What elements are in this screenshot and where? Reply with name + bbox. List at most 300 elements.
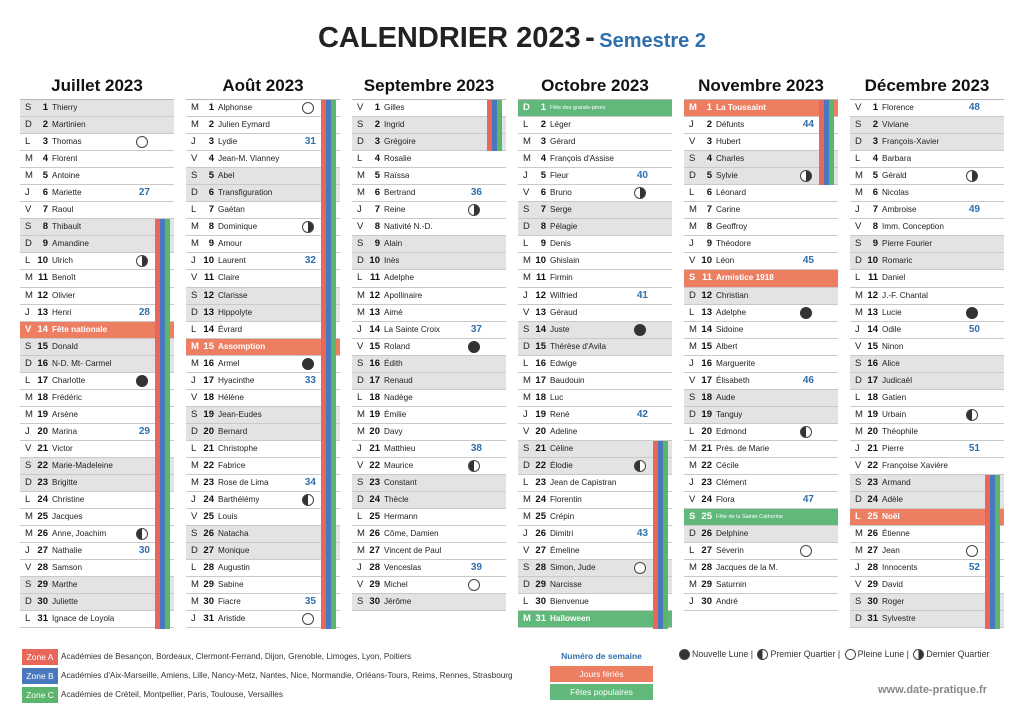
saint-name: Hermann xyxy=(384,512,418,522)
weekday-letter: S xyxy=(523,442,530,454)
weekday-letter: S xyxy=(855,238,862,250)
saint-name: Dominique xyxy=(218,222,258,232)
day-number: 22 xyxy=(535,459,546,471)
day-row xyxy=(850,475,1004,492)
weekday-letter: D xyxy=(523,102,530,113)
day-row xyxy=(20,168,174,185)
first-moon-icon xyxy=(634,460,646,472)
day-row xyxy=(186,526,340,543)
saint-name: Judicaël xyxy=(882,375,913,385)
weekday-letter: S xyxy=(357,596,364,608)
weekday-letter: M xyxy=(357,289,365,301)
weekday-letter: M xyxy=(357,545,365,557)
day-row xyxy=(684,509,838,526)
weekday-letter: M xyxy=(523,272,531,284)
day-number: 3 xyxy=(872,136,878,148)
weekday-letter: L xyxy=(855,272,861,284)
weekday-letter: S xyxy=(357,477,364,489)
day-number: 23 xyxy=(203,477,214,489)
day-number: 6 xyxy=(872,187,878,199)
weekday-letter: S xyxy=(25,221,32,233)
weekday-letter: M xyxy=(25,170,33,182)
weekday-letter: M xyxy=(25,289,33,301)
new-moon-label: Nouvelle Lune xyxy=(692,649,749,659)
day-row xyxy=(352,492,506,509)
day-number: 21 xyxy=(37,442,48,454)
saint-name: Séverin xyxy=(716,546,744,556)
day-number: 13 xyxy=(203,306,214,318)
saint-name: Élodie xyxy=(550,460,573,470)
weekday-letter: J xyxy=(689,357,694,369)
day-number: 20 xyxy=(203,425,214,437)
day-row xyxy=(850,424,1004,441)
day-number: 7 xyxy=(706,204,712,216)
new-moon-icon xyxy=(302,358,314,370)
saint-name: Delphine xyxy=(716,529,749,539)
saint-name: Florentin xyxy=(550,495,582,505)
week-number: 31 xyxy=(304,136,316,148)
site-url[interactable]: www.date-pratique.fr xyxy=(878,684,987,696)
day-row xyxy=(518,373,672,390)
day-row xyxy=(684,407,838,424)
day-row xyxy=(20,219,174,236)
day-number: 11 xyxy=(369,272,380,284)
day-row xyxy=(684,253,838,270)
full-moon-label: Pleine Lune xyxy=(857,649,905,659)
weekday-letter: M xyxy=(25,511,33,523)
day-number: 20 xyxy=(867,425,878,437)
weekday-letter: M xyxy=(523,255,531,267)
day-number: 23 xyxy=(867,477,878,489)
day-row xyxy=(352,543,506,560)
saint-name: Armand xyxy=(882,478,911,488)
weekday-letter: S xyxy=(25,102,32,113)
day-number: 4 xyxy=(374,153,380,165)
weekday-letter: L xyxy=(191,562,197,574)
day-row xyxy=(352,390,506,407)
day-row xyxy=(352,253,506,270)
day-row xyxy=(20,117,174,134)
saint-name: Nadège xyxy=(384,392,413,402)
weekday-letter: V xyxy=(357,579,364,591)
day-row xyxy=(186,253,340,270)
day-number: 9 xyxy=(872,238,878,250)
day-number: 12 xyxy=(535,289,546,301)
month-name: Août 2023 xyxy=(222,76,304,95)
weekday-letter: D xyxy=(357,136,364,148)
weekday-letter: D xyxy=(689,528,696,540)
saint-name: Daniel xyxy=(882,273,906,283)
day-row xyxy=(186,236,340,253)
first-moon-icon xyxy=(136,528,148,540)
week-number: 35 xyxy=(304,596,316,608)
day-row xyxy=(186,117,340,134)
last-moon-icon xyxy=(468,204,480,216)
month-column xyxy=(850,76,1004,628)
day-row xyxy=(518,322,672,339)
day-number: 21 xyxy=(203,442,214,454)
saint-name: Nativité N.-D. xyxy=(384,222,433,232)
day-number: 8 xyxy=(42,221,48,233)
day-number: 17 xyxy=(701,374,712,386)
day-row xyxy=(20,594,174,611)
full-moon-icon xyxy=(302,102,314,114)
saint-name: Christian xyxy=(716,290,749,300)
title-semester: Semestre 2 xyxy=(599,30,706,52)
day-number: 6 xyxy=(374,187,380,199)
saint-name: Mariette xyxy=(52,188,82,198)
weekday-letter: M xyxy=(191,579,199,591)
saint-name: Laurent xyxy=(218,256,246,266)
day-number: 14 xyxy=(203,323,214,335)
saint-name: Ninon xyxy=(882,341,904,351)
saint-name: Barbara xyxy=(882,154,912,164)
day-row xyxy=(850,288,1004,305)
saint-name: Amour xyxy=(218,239,243,249)
saint-name: Hélène xyxy=(218,392,244,402)
day-number: 30 xyxy=(37,596,48,608)
weekday-letter: L xyxy=(25,613,31,625)
day-number: 17 xyxy=(369,374,380,386)
day-row xyxy=(684,543,838,560)
saint-name: Nicolas xyxy=(882,188,909,198)
day-number: 18 xyxy=(535,391,546,403)
day-row xyxy=(850,134,1004,151)
weekday-letter: M xyxy=(523,511,531,523)
day-number: 20 xyxy=(535,425,546,437)
day-number: 19 xyxy=(369,408,380,420)
week-number: 38 xyxy=(470,442,482,454)
saint-name: Luc xyxy=(550,392,564,402)
day-row xyxy=(20,407,174,424)
weekday-letter: M xyxy=(357,187,365,199)
weekday-letter: V xyxy=(357,340,364,352)
last-moon-icon xyxy=(966,170,978,182)
weekday-letter: D xyxy=(191,306,198,318)
weekday-letter: V xyxy=(191,153,198,165)
day-row xyxy=(352,236,506,253)
weekday-letter: M xyxy=(25,153,33,165)
day-row xyxy=(518,458,672,475)
week-number: 48 xyxy=(968,102,980,113)
saint-name: André xyxy=(716,597,738,607)
day-number: 3 xyxy=(540,136,546,148)
weekday-letter: J xyxy=(191,374,196,386)
weekday-letter: V xyxy=(25,562,32,574)
day-number: 28 xyxy=(535,562,546,574)
weekday-letter: L xyxy=(191,442,197,454)
saint-name: Fabrice xyxy=(218,460,246,470)
day-number: 10 xyxy=(867,255,878,267)
saint-name: Edmond xyxy=(716,426,747,436)
day-number: 16 xyxy=(37,357,48,369)
weekday-letter: L xyxy=(855,511,861,523)
day-number: 22 xyxy=(369,459,380,471)
saint-name: Géraud xyxy=(550,307,578,317)
weekday-letter: L xyxy=(855,153,861,165)
day-number: 28 xyxy=(701,562,712,574)
weekday-letter: J xyxy=(357,442,362,454)
day-number: 31 xyxy=(203,613,214,625)
day-number: 16 xyxy=(369,357,380,369)
weekday-letter: S xyxy=(689,153,696,165)
saint-name: Thibault xyxy=(52,222,82,232)
zone-c-label: Zone C xyxy=(22,687,58,703)
weekday-letter: D xyxy=(855,374,862,386)
day-number: 28 xyxy=(867,562,878,574)
weekday-letter: M xyxy=(689,102,697,113)
day-number: 31 xyxy=(535,613,546,625)
day-number: 9 xyxy=(540,238,546,250)
day-row xyxy=(518,151,672,168)
weekday-letter: J xyxy=(191,255,196,267)
day-number: 17 xyxy=(203,374,214,386)
day-number: 25 xyxy=(867,511,878,523)
weekday-letter: S xyxy=(855,357,862,369)
weekday-letter: L xyxy=(25,494,31,506)
saint-name: Aude xyxy=(716,392,736,402)
saint-name: René xyxy=(550,409,570,419)
saint-name: Adeline xyxy=(550,426,578,436)
day-row xyxy=(186,594,340,611)
weekday-letter: S xyxy=(855,477,862,489)
weekday-letter: S xyxy=(523,562,530,574)
weekday-letter: V xyxy=(25,204,32,216)
day-number: 11 xyxy=(203,272,214,284)
weekday-letter: S xyxy=(191,528,198,540)
month-column xyxy=(684,76,838,611)
zone-c-holiday-bar xyxy=(165,219,170,628)
saint-name: Natacha xyxy=(218,529,249,539)
day-row xyxy=(684,339,838,356)
saint-name: Renaud xyxy=(384,375,413,385)
day-number: 15 xyxy=(701,340,712,352)
day-number: 11 xyxy=(867,272,878,284)
day-number: 19 xyxy=(867,408,878,420)
day-row xyxy=(352,509,506,526)
saint-name: Sylvie xyxy=(716,171,738,181)
saint-name: Vincent de Paul xyxy=(384,546,442,556)
weekday-letter: L xyxy=(523,238,529,250)
day-row xyxy=(186,134,340,151)
day-number: 2 xyxy=(872,119,878,131)
weekday-letter: M xyxy=(25,408,33,420)
day-number: 18 xyxy=(37,391,48,403)
saint-name: Thècle xyxy=(384,495,409,505)
saint-name: Urbain xyxy=(882,409,907,419)
day-number: 1 xyxy=(208,102,214,113)
day-row xyxy=(352,526,506,543)
day-number: 12 xyxy=(37,289,48,301)
day-row xyxy=(186,339,340,356)
saint-name: Julien Eymard xyxy=(218,120,270,130)
saint-name: Maurice xyxy=(384,460,414,470)
weekday-letter: M xyxy=(357,528,365,540)
day-row xyxy=(186,305,340,322)
day-row xyxy=(518,185,672,202)
weekday-letter: S xyxy=(855,119,862,131)
weekday-letter: S xyxy=(25,579,32,591)
weekday-letter: M xyxy=(191,459,199,471)
week-number: 49 xyxy=(968,204,980,216)
day-row xyxy=(186,424,340,441)
day-row xyxy=(518,253,672,270)
day-number: 9 xyxy=(706,238,712,250)
moon-sep: | xyxy=(750,649,753,659)
day-number: 10 xyxy=(37,255,48,267)
month-name: Septembre 2023 xyxy=(363,76,495,95)
day-number: 14 xyxy=(701,323,712,335)
saint-name: Frédéric xyxy=(52,392,83,402)
last-moon-icon xyxy=(634,187,646,199)
saint-name: Ignace de Loyola xyxy=(52,614,115,624)
weekday-letter: D xyxy=(523,340,530,352)
day-number: 11 xyxy=(701,272,712,284)
weekday-letter: D xyxy=(25,357,32,369)
day-row xyxy=(850,594,1004,611)
day-row xyxy=(20,543,174,560)
day-number: 6 xyxy=(42,187,48,199)
day-row xyxy=(850,305,1004,322)
day-row xyxy=(186,390,340,407)
weekday-letter: M xyxy=(689,562,697,574)
week-number: 34 xyxy=(304,477,316,489)
day-number: 10 xyxy=(535,255,546,267)
new-moon-icon xyxy=(136,375,148,387)
day-number: 29 xyxy=(37,579,48,591)
day-number: 8 xyxy=(540,221,546,233)
day-number: 4 xyxy=(208,153,214,165)
day-row xyxy=(352,339,506,356)
day-number: 31 xyxy=(37,613,48,625)
saint-name: Adelphe xyxy=(716,307,747,317)
day-row xyxy=(352,441,506,458)
day-number: 27 xyxy=(203,545,214,557)
weekday-letter: V xyxy=(357,102,364,113)
saint-name: Fête des grands-pères xyxy=(550,105,606,111)
saint-name: Alice xyxy=(882,358,900,368)
day-number: 11 xyxy=(535,272,546,284)
day-number: 14 xyxy=(535,323,546,335)
day-row xyxy=(850,509,1004,526)
saint-name: Assomption xyxy=(218,341,266,351)
weekday-letter: M xyxy=(191,221,199,233)
saint-name: Édith xyxy=(384,358,403,368)
day-number: 30 xyxy=(369,596,380,608)
saint-name: Narcisse xyxy=(550,580,582,590)
day-row xyxy=(352,288,506,305)
day-row xyxy=(850,185,1004,202)
full-moon-icon xyxy=(302,613,314,625)
day-number: 28 xyxy=(369,562,380,574)
saint-name: Martinien xyxy=(52,120,86,130)
day-number: 13 xyxy=(701,306,712,318)
day-row xyxy=(684,168,838,185)
saint-name: Abel xyxy=(218,171,235,181)
saint-name: Sylvestre xyxy=(882,614,916,624)
weekday-letter: V xyxy=(855,102,862,113)
saint-name: Émeline xyxy=(550,546,580,556)
weekday-letter: L xyxy=(523,119,529,131)
saint-name: Christine xyxy=(52,495,85,505)
day-row xyxy=(518,475,672,492)
saint-name: J.-F. Chantal xyxy=(882,290,928,300)
day-row xyxy=(186,100,340,117)
last-moon-icon xyxy=(136,255,148,267)
day-row xyxy=(186,475,340,492)
day-number: 4 xyxy=(540,153,546,165)
weekday-letter: M xyxy=(523,494,531,506)
weekday-letter: S xyxy=(855,596,862,608)
weekday-letter: L xyxy=(689,306,695,318)
day-row xyxy=(850,390,1004,407)
day-number: 15 xyxy=(203,340,214,352)
weekday-letter: S xyxy=(357,357,364,369)
day-number: 17 xyxy=(37,374,48,386)
day-row xyxy=(20,339,174,356)
saint-name: Pierre xyxy=(882,443,904,453)
weekday-letter: L xyxy=(25,136,31,148)
day-list xyxy=(850,99,1004,628)
weekday-letter: J xyxy=(191,494,196,506)
day-row xyxy=(850,356,1004,373)
day-list xyxy=(352,99,506,611)
weekday-letter: L xyxy=(689,187,695,199)
week-number: 32 xyxy=(304,255,316,267)
week-number: 29 xyxy=(138,425,150,437)
day-row xyxy=(186,219,340,236)
zone-c-text: Académies de Créteil, Montpellier, Paris, Toulouse, Versailles xyxy=(61,690,283,700)
saint-name: Louis xyxy=(218,512,238,522)
weekday-letter: M xyxy=(357,306,365,318)
day-number: 1 xyxy=(374,102,380,113)
day-number: 5 xyxy=(374,170,380,182)
saint-name: Alain xyxy=(384,239,403,249)
day-number: 30 xyxy=(867,596,878,608)
saint-name: Hyacinthe xyxy=(218,375,255,385)
day-list xyxy=(518,99,672,628)
weekday-letter: D xyxy=(855,613,862,625)
weekday-letter: D xyxy=(523,579,530,591)
zone-c-holiday-bar xyxy=(663,441,668,629)
day-row xyxy=(518,202,672,219)
day-number: 29 xyxy=(867,579,878,591)
saint-name: Alphonse xyxy=(218,103,253,112)
saint-name: Marie-Madeleine xyxy=(52,460,113,470)
day-number: 28 xyxy=(203,562,214,574)
zone-a-label: Zone A xyxy=(22,649,58,665)
day-row xyxy=(352,305,506,322)
day-row xyxy=(20,373,174,390)
day-row xyxy=(186,322,340,339)
day-number: 7 xyxy=(42,204,48,216)
weekday-letter: M xyxy=(689,442,697,454)
saint-name: Côme, Damien xyxy=(384,529,439,539)
saint-name: Christophe xyxy=(218,443,258,453)
day-number: 20 xyxy=(369,425,380,437)
saint-name: Françoise Xavière xyxy=(882,460,948,470)
saint-name: Thérèse d'Avila xyxy=(550,341,607,351)
day-list xyxy=(20,99,174,628)
week-number: 46 xyxy=(802,374,814,386)
first-quarter-label: Premier Quartier xyxy=(770,649,836,659)
saint-name: Florent xyxy=(52,154,78,164)
weekday-letter: J xyxy=(357,204,362,216)
saint-name: Charles xyxy=(716,154,745,164)
day-row xyxy=(518,390,672,407)
day-row xyxy=(20,526,174,543)
saint-name: Ulrich xyxy=(52,256,73,266)
